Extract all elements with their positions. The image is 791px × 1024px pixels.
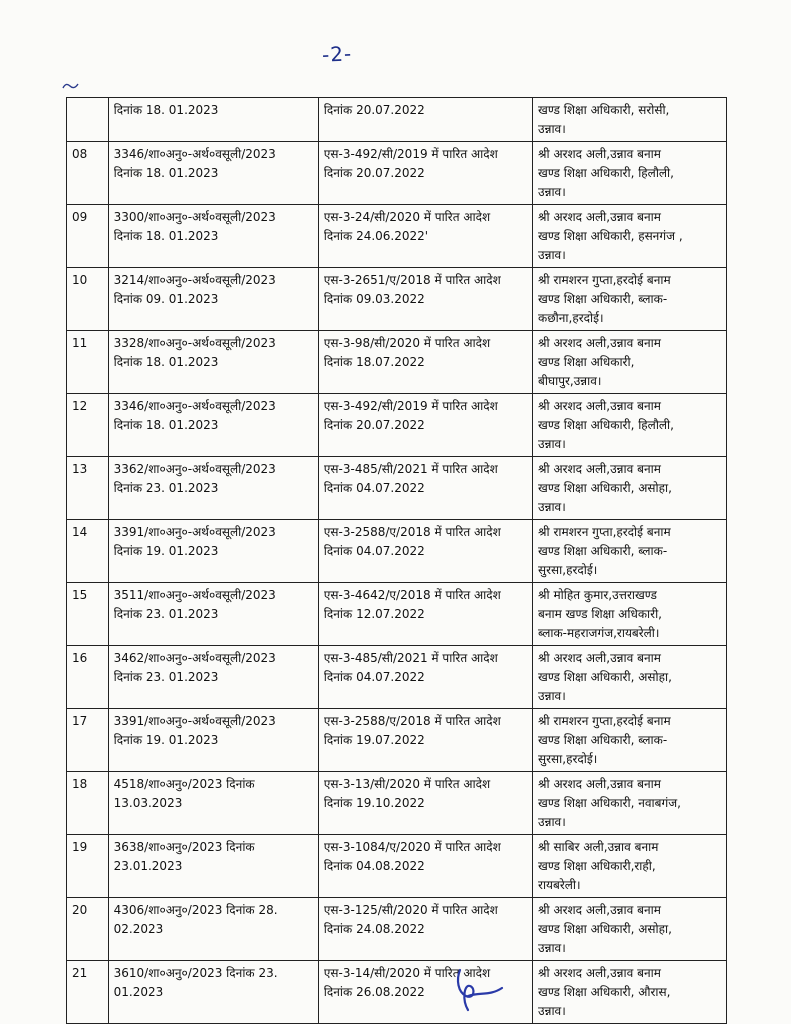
cell-line: दिनांक 18.07.2022 [323, 355, 425, 369]
cell-line: दिनांक 09. 01.2023 [113, 292, 219, 306]
cell-line: दिनांक 26.08.2022 [323, 985, 425, 999]
case-parties-cell [533, 142, 727, 205]
cell-line: दिनांक 19. 01.2023 [113, 733, 219, 747]
letter-number-cell [108, 961, 318, 1024]
serial-number-cell: 11 [67, 331, 109, 394]
cell-line: 3346/शा०अनु०-अर्थ०वसूली/2023 [113, 147, 276, 161]
serial-number-cell: 12 [67, 394, 109, 457]
court-order-cell [318, 457, 532, 520]
cell-line: 23.01.2023 [113, 859, 183, 873]
cell-line: एस-3-485/सी/2021 में पारित आदेश [323, 651, 498, 665]
cell-line: 3214/शा०अनु०-अर्थ०वसूली/2023 [113, 273, 276, 287]
cell-line: दिनांक 04.08.2022 [323, 859, 425, 873]
cell-line: एस-3-2588/ए/2018 में पारित आदेश [323, 525, 501, 539]
cell-line: 3638/शा०अनु०/2023 दिनांक [113, 840, 255, 854]
cell-line: एस-3-2588/ए/2018 में पारित आदेश [323, 714, 501, 728]
cell-line: उन्नाव। [538, 941, 566, 955]
case-parties-cell [533, 898, 727, 961]
case-parties-cell [533, 835, 727, 898]
cell-line: खण्ड शिक्षा अधिकारी, ब्लाक- [538, 292, 668, 306]
court-order-cell [318, 835, 532, 898]
case-parties-cell [533, 205, 727, 268]
serial-number-cell: 19 [67, 835, 109, 898]
cell-line: सुरसा,हरदोई। [538, 752, 598, 766]
court-order-cell [318, 646, 532, 709]
court-order-cell [318, 98, 532, 142]
cell-line: दिनांक 12.07.2022 [323, 607, 425, 621]
cell-line: श्री रामशरन गुप्ता,हरदोई बनाम [538, 525, 671, 539]
cell-line: खण्ड शिक्षा अधिकारी, हिलौली, [538, 418, 674, 432]
cell-line: श्री अरशद अली,उन्नाव बनाम [538, 399, 661, 413]
cell-line: एस-3-98/सी/2020 में पारित आदेश [323, 336, 491, 350]
letter-number-cell [108, 394, 318, 457]
table-row [67, 142, 727, 205]
cell-line: 3511/शा०अनु०-अर्थ०वसूली/2023 [113, 588, 276, 602]
cell-line: दिनांक 04.07.2022 [323, 670, 425, 684]
table-row [67, 961, 727, 1024]
case-parties-cell [533, 98, 727, 142]
cell-line: 4518/शा०अनु०/2023 दिनांक [113, 777, 255, 791]
cell-line: खण्ड शिक्षा अधिकारी, औरास, [538, 985, 671, 999]
cell-line: खण्ड शिक्षा अधिकारी,राही, [538, 859, 656, 873]
cell-line: एस-3-485/सी/2021 में पारित आदेश [323, 462, 498, 476]
table-row [67, 331, 727, 394]
letter-number-cell [108, 583, 318, 646]
cell-line: खण्ड शिक्षा अधिकारी, हसनगंज , [538, 229, 683, 243]
cell-line: 3391/शा०अनु०-अर्थ०वसूली/2023 [113, 525, 276, 539]
table-row [67, 98, 727, 142]
case-parties-cell [533, 709, 727, 772]
cell-line: खण्ड शिक्षा अधिकारी, ब्लाक- [538, 733, 668, 747]
cell-line: उन्नाव। [538, 500, 566, 514]
cell-line: खण्ड शिक्षा अधिकारी, असोहा, [538, 481, 672, 495]
court-order-cell [318, 520, 532, 583]
cell-line: श्री अरशद अली,उन्नाव बनाम [538, 210, 661, 224]
cell-line: 3346/शा०अनु०-अर्थ०वसूली/2023 [113, 399, 276, 413]
cell-line: 4306/शा०अनु०/2023 दिनांक 28. [113, 903, 278, 917]
cell-line: उन्नाव। [538, 185, 566, 199]
serial-number-cell: 17 [67, 709, 109, 772]
cell-line: खण्ड शिक्षा अधिकारी, असोहा, [538, 670, 672, 684]
cell-line: श्री अरशद अली,उन्नाव बनाम [538, 462, 661, 476]
cell-line: श्री रामशरन गुप्ता,हरदोई बनाम [538, 714, 671, 728]
court-order-cell [318, 142, 532, 205]
cell-line: दिनांक 04.07.2022 [323, 481, 425, 495]
court-order-cell [318, 394, 532, 457]
court-order-cell [318, 709, 532, 772]
serial-number-cell: 16 [67, 646, 109, 709]
letter-number-cell [108, 898, 318, 961]
cell-line: उन्नाव। [538, 248, 566, 262]
table-row [67, 268, 727, 331]
cell-line: दिनांक 19. 01.2023 [113, 544, 219, 558]
court-order-cell [318, 331, 532, 394]
case-parties-cell [533, 394, 727, 457]
letter-number-cell [108, 835, 318, 898]
court-order-cell [318, 772, 532, 835]
letter-number-cell [108, 331, 318, 394]
court-order-cell [318, 205, 532, 268]
table-row [67, 835, 727, 898]
cell-line: दिनांक 19.07.2022 [323, 733, 425, 747]
letter-number-cell [108, 520, 318, 583]
cell-line: दिनांक 20.07.2022 [323, 418, 425, 432]
cell-line: एस-3-13/सी/2020 में पारित आदेश [323, 777, 491, 791]
table-row [67, 394, 727, 457]
serial-number-cell: 18 [67, 772, 109, 835]
table-row [67, 520, 727, 583]
case-parties-cell [533, 457, 727, 520]
cell-line: कछौना,हरदोई। [538, 311, 604, 325]
cell-line: दिनांक 18. 01.2023 [113, 103, 219, 117]
table-row [67, 205, 727, 268]
cell-line: रायबरेली। [538, 878, 581, 892]
cell-line: दिनांक 20.07.2022 [323, 166, 425, 180]
serial-number-cell: 10 [67, 268, 109, 331]
cell-line: श्री साबिर अली,उन्नाव बनाम [538, 840, 659, 854]
cell-line: श्री अरशद अली,उन्नाव बनाम [538, 966, 661, 980]
cell-line: एस-3-492/सी/2019 में पारित आदेश [323, 399, 498, 413]
page-number: -2- [321, 41, 353, 67]
cell-line: दिनांक 04.07.2022 [323, 544, 425, 558]
table-row [67, 898, 727, 961]
cell-line: एस-3-2651/ए/2018 में पारित आदेश [323, 273, 501, 287]
cell-line: 02.2023 [113, 922, 164, 936]
letter-number-cell [108, 142, 318, 205]
cell-line: दिनांक 23. 01.2023 [113, 607, 219, 621]
cell-line: एस-3-14/सी/2020 में पारित आदेश [323, 966, 491, 980]
cell-line: दिनांक 23. 01.2023 [113, 670, 219, 684]
cell-line: खण्ड शिक्षा अधिकारी, असोहा, [538, 922, 672, 936]
cell-line: 01.2023 [113, 985, 164, 999]
letter-number-cell [108, 268, 318, 331]
cell-line: ब्लाक-महराजगंज,रायबरेली। [538, 626, 660, 640]
cell-line: 3391/शा०अनु०-अर्थ०वसूली/2023 [113, 714, 276, 728]
cell-line: खण्ड शिक्षा अधिकारी, नवाबगंज, [538, 796, 681, 810]
cell-line: दिनांक 24.08.2022 [323, 922, 425, 936]
cell-line: दिनांक 09.03.2022 [323, 292, 425, 306]
cell-line: श्री अरशद अली,उन्नाव बनाम [538, 336, 661, 350]
serial-number-cell: 08 [67, 142, 109, 205]
cell-line: उन्नाव। [538, 437, 566, 451]
serial-number-cell: 20 [67, 898, 109, 961]
cell-line: उन्नाव। [538, 689, 566, 703]
serial-number-cell: 09 [67, 205, 109, 268]
cell-line: खण्ड शिक्षा अधिकारी, [538, 355, 635, 369]
table-row [67, 646, 727, 709]
cell-line: एस-3-24/सी/2020 में पारित आदेश [323, 210, 491, 224]
cell-line: दिनांक 19.10.2022 [323, 796, 425, 810]
records-table [66, 97, 727, 1024]
cell-line: दिनांक 20.07.2022 [323, 103, 425, 117]
cell-line: श्री अरशद अली,उन्नाव बनाम [538, 903, 661, 917]
cell-line: एस-3-1084/ए/2020 में पारित आदेश [323, 840, 501, 854]
cell-line: बीघापुर,उन्नाव। [538, 374, 602, 388]
case-parties-cell [533, 772, 727, 835]
court-order-cell [318, 898, 532, 961]
table-row [67, 457, 727, 520]
court-order-cell [318, 583, 532, 646]
serial-number-cell [67, 98, 109, 142]
cell-line: दिनांक 24.06.2022' [323, 229, 429, 243]
cell-line: सुरसा,हरदोई। [538, 563, 598, 577]
case-parties-cell [533, 646, 727, 709]
court-order-cell [318, 268, 532, 331]
cell-line: दिनांक 18. 01.2023 [113, 166, 219, 180]
cell-line: दिनांक 18. 01.2023 [113, 418, 219, 432]
cell-line: श्री अरशद अली,उन्नाव बनाम [538, 777, 661, 791]
letter-number-cell [108, 709, 318, 772]
case-parties-cell [533, 331, 727, 394]
cell-line: उन्नाव। [538, 815, 566, 829]
records-body [67, 98, 727, 1024]
letter-number-cell [108, 457, 318, 520]
cell-line: 3610/शा०अनु०/2023 दिनांक 23. [113, 966, 278, 980]
cell-line: एस-3-492/सी/2019 में पारित आदेश [323, 147, 498, 161]
case-parties-cell [533, 961, 727, 1024]
cell-line: उन्नाव। [538, 1004, 566, 1018]
cell-line: एस-3-125/सी/2020 में पारित आदेश [323, 903, 498, 917]
serial-number-cell: 21 [67, 961, 109, 1024]
cell-line: खण्ड शिक्षा अधिकारी, ब्लाक- [538, 544, 668, 558]
cell-line: 3462/शा०अनु०-अर्थ०वसूली/2023 [113, 651, 276, 665]
serial-number-cell: 14 [67, 520, 109, 583]
cell-line: खण्ड शिक्षा अधिकारी, सरोसी, [538, 103, 670, 117]
cell-line: बनाम खण्ड शिक्षा अधिकारी, [538, 607, 662, 621]
cell-line: 3328/शा०अनु०-अर्थ०वसूली/2023 [113, 336, 276, 350]
case-parties-cell [533, 583, 727, 646]
table-row [67, 709, 727, 772]
pen-mark [62, 80, 80, 90]
cell-line: एस-3-4642/ए/2018 में पारित आदेश [323, 588, 501, 602]
cell-line: दिनांक 18. 01.2023 [113, 229, 219, 243]
signature [446, 966, 506, 1016]
letter-number-cell [108, 772, 318, 835]
letter-number-cell [108, 98, 318, 142]
letter-number-cell [108, 646, 318, 709]
cell-line: श्री रामशरन गुप्ता,हरदोई बनाम [538, 273, 671, 287]
cell-line: 3300/शा०अनु०-अर्थ०वसूली/2023 [113, 210, 276, 224]
case-parties-cell [533, 520, 727, 583]
cell-line: उन्नाव। [538, 122, 566, 136]
serial-number-cell: 15 [67, 583, 109, 646]
letter-number-cell [108, 205, 318, 268]
cell-line: खण्ड शिक्षा अधिकारी, हिलौली, [538, 166, 674, 180]
cell-line: 3362/शा०अनु०-अर्थ०वसूली/2023 [113, 462, 276, 476]
cell-line: श्री अरशद अली,उन्नाव बनाम [538, 147, 661, 161]
cell-line: श्री मोहित कुमार,उत्तराखण्ड [538, 588, 657, 602]
case-parties-cell [533, 268, 727, 331]
serial-number-cell: 13 [67, 457, 109, 520]
table-row [67, 772, 727, 835]
cell-line: दिनांक 18. 01.2023 [113, 355, 219, 369]
cell-line: दिनांक 23. 01.2023 [113, 481, 219, 495]
cell-line: श्री अरशद अली,उन्नाव बनाम [538, 651, 661, 665]
table-row [67, 583, 727, 646]
cell-line: 13.03.2023 [113, 796, 183, 810]
